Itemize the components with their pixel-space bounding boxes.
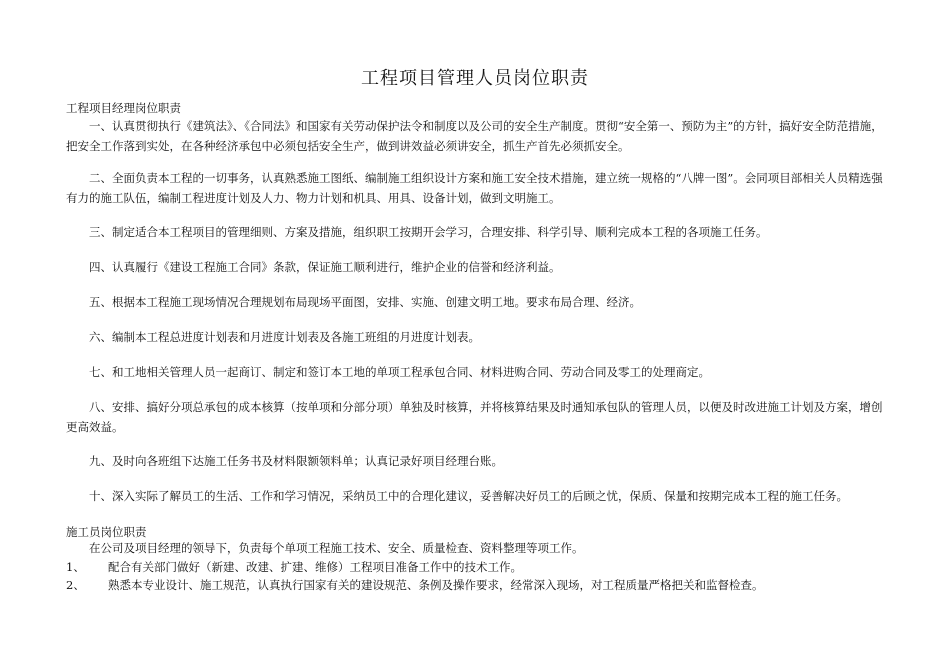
paragraph-item-9: 九、及时向各班组下达施工任务书及材料限额领料单；认真记录好项目经理台账。: [89, 454, 503, 468]
list-item: [66, 559, 888, 575]
list-item-text: 配合有关部门做好（新建、改建、扩建、维修）工程项目准备工作中的技术工作。: [108, 560, 522, 574]
list-item-number: 1、: [66, 560, 85, 574]
list-item-number: 2、: [66, 578, 85, 592]
paragraph-item-6: 六、编制本工程总进度计划表和月进度计划表及各施工班组的月进度计划表。: [89, 330, 480, 344]
paragraph-item-2: 二、全面负责本工程的一切事务，认真熟悉施工图纸、编制施工组织设计方案和施工安全技术措施，建立统一规格的“八牌一图”。会同项目部相关人员精选强有力的施工队伍，编制工程进度计划及人力、物力计划和机具、用具、设备计划，做到文明施工。: [66, 171, 883, 205]
paragraph-item-8: 八、安排、搞好分项总承包的成本核算（按单项和分部分项）单独及时核算，并将核算结果及时通知承包队的管理人员，以便及时改进施工计划及方案，增创更高效益。: [66, 400, 883, 434]
paragraph-item-1: 一、认真贯彻执行《建筑法》、《合同法》和国家有关劳动保护法令和制度以及公司的安全生产制度。贯彻“安全第一、预防为主”的方针，搞好安全防范措施，把安全工作落到实处，在各种经济承包中必须包括安全生产，做到讲效益必须讲安全，抓生产首先必须抓安全。: [66, 119, 883, 153]
paragraph-item-5: 五、根据本工程施工现场情况合理规划布局现场平面图，安排、实施、创建文明工地。要求布局合理、经济。: [89, 295, 641, 309]
paragraph-item-3: 三、制定适合本工程项目的管理细则、方案及措施，组织职工按期开会学习，合理安排、科学引导、顺利完成本工程的各项施工任务。: [89, 225, 768, 239]
section-heading-project-manager: 工程项目经理岗位职责: [66, 101, 181, 115]
paragraph-item-4: 四、认真履行《建设工程施工合同》条款，保证施工顺利进行，维护企业的信誉和经济利益。: [89, 260, 561, 274]
list-item-text: 熟悉本专业设计、施工规范，认真执行国家有关的建设规范、条例及操作要求，经常深入现场，对工程质量严格把关和监督检查。: [108, 578, 764, 592]
section2-intro: 在公司及项目经理的领导下，负责每个单项工程施工技术、安全、质量检查、资料整理等项工作。: [89, 541, 584, 555]
paragraph-item-10: 十、深入实际了解员工的生活、工作和学习情况，采纳员工中的合理化建议，妥善解决好员工的后顾之忧，保质、保量和按期完成本工程的施工任务。: [89, 489, 848, 503]
document-title: 工程项目管理人员岗位职责: [361, 68, 589, 89]
list-item: [66, 577, 888, 593]
paragraph-item-7: 七、和工地相关管理人员一起商订、制定和签订本工地的单项工程承包合同、材料进购合同、劳动合同及零工的处理商定。: [89, 365, 710, 379]
section-heading-construction-worker: 施工员岗位职责: [66, 525, 147, 539]
